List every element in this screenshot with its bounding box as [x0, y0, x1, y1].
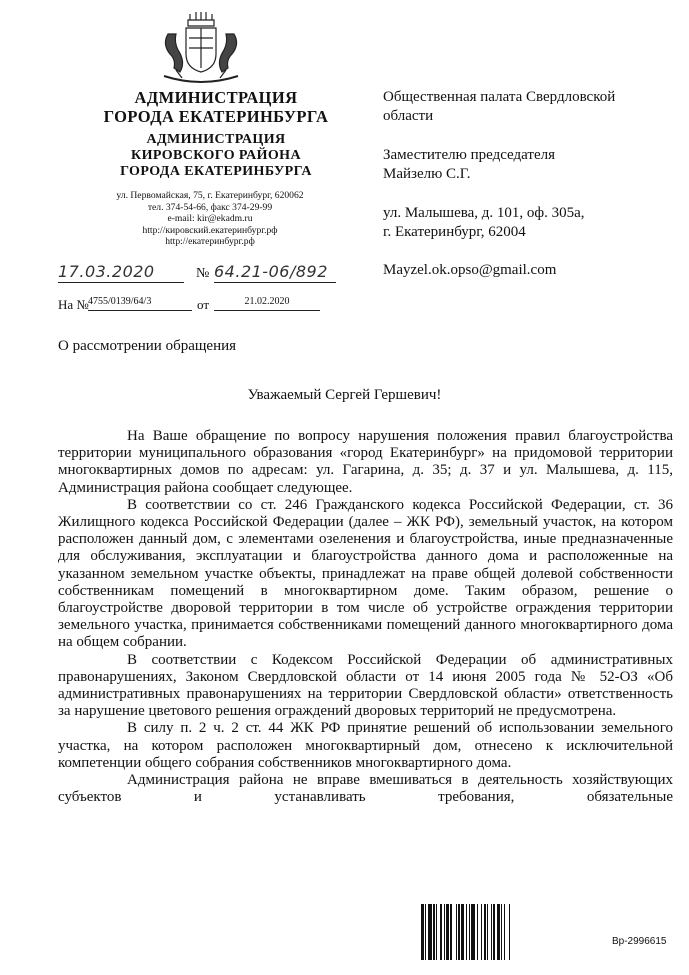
reference-number: 4755/0139/64/3: [88, 296, 192, 311]
letter-greeting: Уважаемый Сергей Гершевич!: [247, 387, 442, 403]
district-title-line2: КИРОВСКОГО РАЙОНА: [131, 148, 301, 163]
registration-number-label: №: [196, 266, 210, 281]
reference-from-label: от: [197, 297, 210, 312]
barcode-icon: [421, 904, 593, 960]
letter-body: [58, 428, 673, 806]
district-title-line1: АДМИНИСТРАЦИЯ: [146, 132, 286, 147]
office-address: ул. Первомайская, 75, г. Екатеринбург, 620062: [116, 190, 304, 201]
office-phone: тел. 374-54-66, факс 374-29-99: [147, 201, 273, 213]
letter-subject: О рассмотрении обращения: [58, 338, 237, 354]
office-email: e-mail: kir@ekadm.ru: [167, 213, 253, 224]
recipient-org-line1: Общественная палата Свердловской: [383, 89, 616, 105]
document-code: Вр-2996615: [612, 936, 667, 947]
recipient-position: Заместителю председателя: [383, 147, 556, 163]
admin-title-line2: ГОРОДА ЕКАТЕРИНБУРГА: [103, 107, 329, 126]
body-paragraph: В соответствии со ст. 246 Гражданского кодекса Российской Федерации, ст. 36 Жилищного кодекса Российской Федерации (далее – ЖК РФ), земельный участок, на котором расположен данный дом, с элементами озеленения и благоустройства, иные предназначенные для обслуживания, эксплуатации и благоустройства данного дома и расположенные на указанном земельном участке объекты, принадлежат на праве общей долевой собственности собственникам помещений в многоквартирном доме. Таким образом, решение о благоустройстве дворовой территории в том числе об устройстве ограждения территории земельного участка, принимается собственниками помещений данного многоквартирного дома на общем собрании.: [58, 496, 673, 651]
body-paragraph: В соответствии с Кодексом Российской Федерации об административных правонарушениях, Законом Свердловской области от 14 июня 2005 года № 52-ОЗ «Об административных правонарушениях на территории Свердловской области» ответственность за нарушение цветового решения ограждений дворовых территорий не предусмотрена.: [58, 651, 673, 720]
recipient-email: Mayzel.ok.opso@gmail.com: [383, 262, 557, 278]
body-paragraph: В силу п. 2 ч. 2 ст. 44 ЖК РФ принятие решений об использовании земельного участка, на котором расположен многоквартирный дом, отнесено к исключительной компетенции общего собрания собственников многоквартирного дома.: [58, 720, 673, 771]
office-site-2: http://екатеринбург.рф: [165, 236, 255, 247]
city-coat-of-arms-icon: [158, 12, 244, 86]
recipient-address-line2: г. Екатеринбург, 62004: [383, 224, 526, 240]
recipient-address-line1: ул. Малышева, д. 101, оф. 305а,: [383, 205, 585, 221]
reference-label: На №: [58, 297, 89, 312]
registration-date: 17.03.2020: [58, 262, 184, 283]
body-paragraph: Администрация района не вправе вмешиваться в деятельность хозяйствующих субъектов и устанавливать требования, обязательные: [58, 772, 673, 806]
district-header: [92, 132, 340, 180]
recipient-name: Майзелю С.Г.: [383, 166, 471, 182]
recipient-org-line2: области: [383, 108, 434, 124]
reference-date: 21.02.2020: [214, 296, 320, 311]
recipient-block: [383, 88, 683, 280]
body-paragraph: На Ваше обращение по вопросу нарушения положения правил благоустройства территории муниципального образования «город Екатеринбург» на придомовой территории многоквартирных домов по адресам: ул. Гагарина, д. 35; д. 37 и ул. Малышева, д. 115, Администрация района сообщает следующее.: [58, 428, 673, 496]
office-site-1: http://кировский.екатеринбург.рф: [142, 224, 278, 236]
contact-block: [110, 190, 310, 248]
administration-header: [92, 88, 340, 126]
registration-number: 64.21-06/892: [214, 262, 336, 283]
admin-title-line1: АДМИНИСТРАЦИЯ: [134, 88, 298, 107]
district-title-line3: ГОРОДА ЕКАТЕРИНБУРГА: [120, 164, 312, 179]
